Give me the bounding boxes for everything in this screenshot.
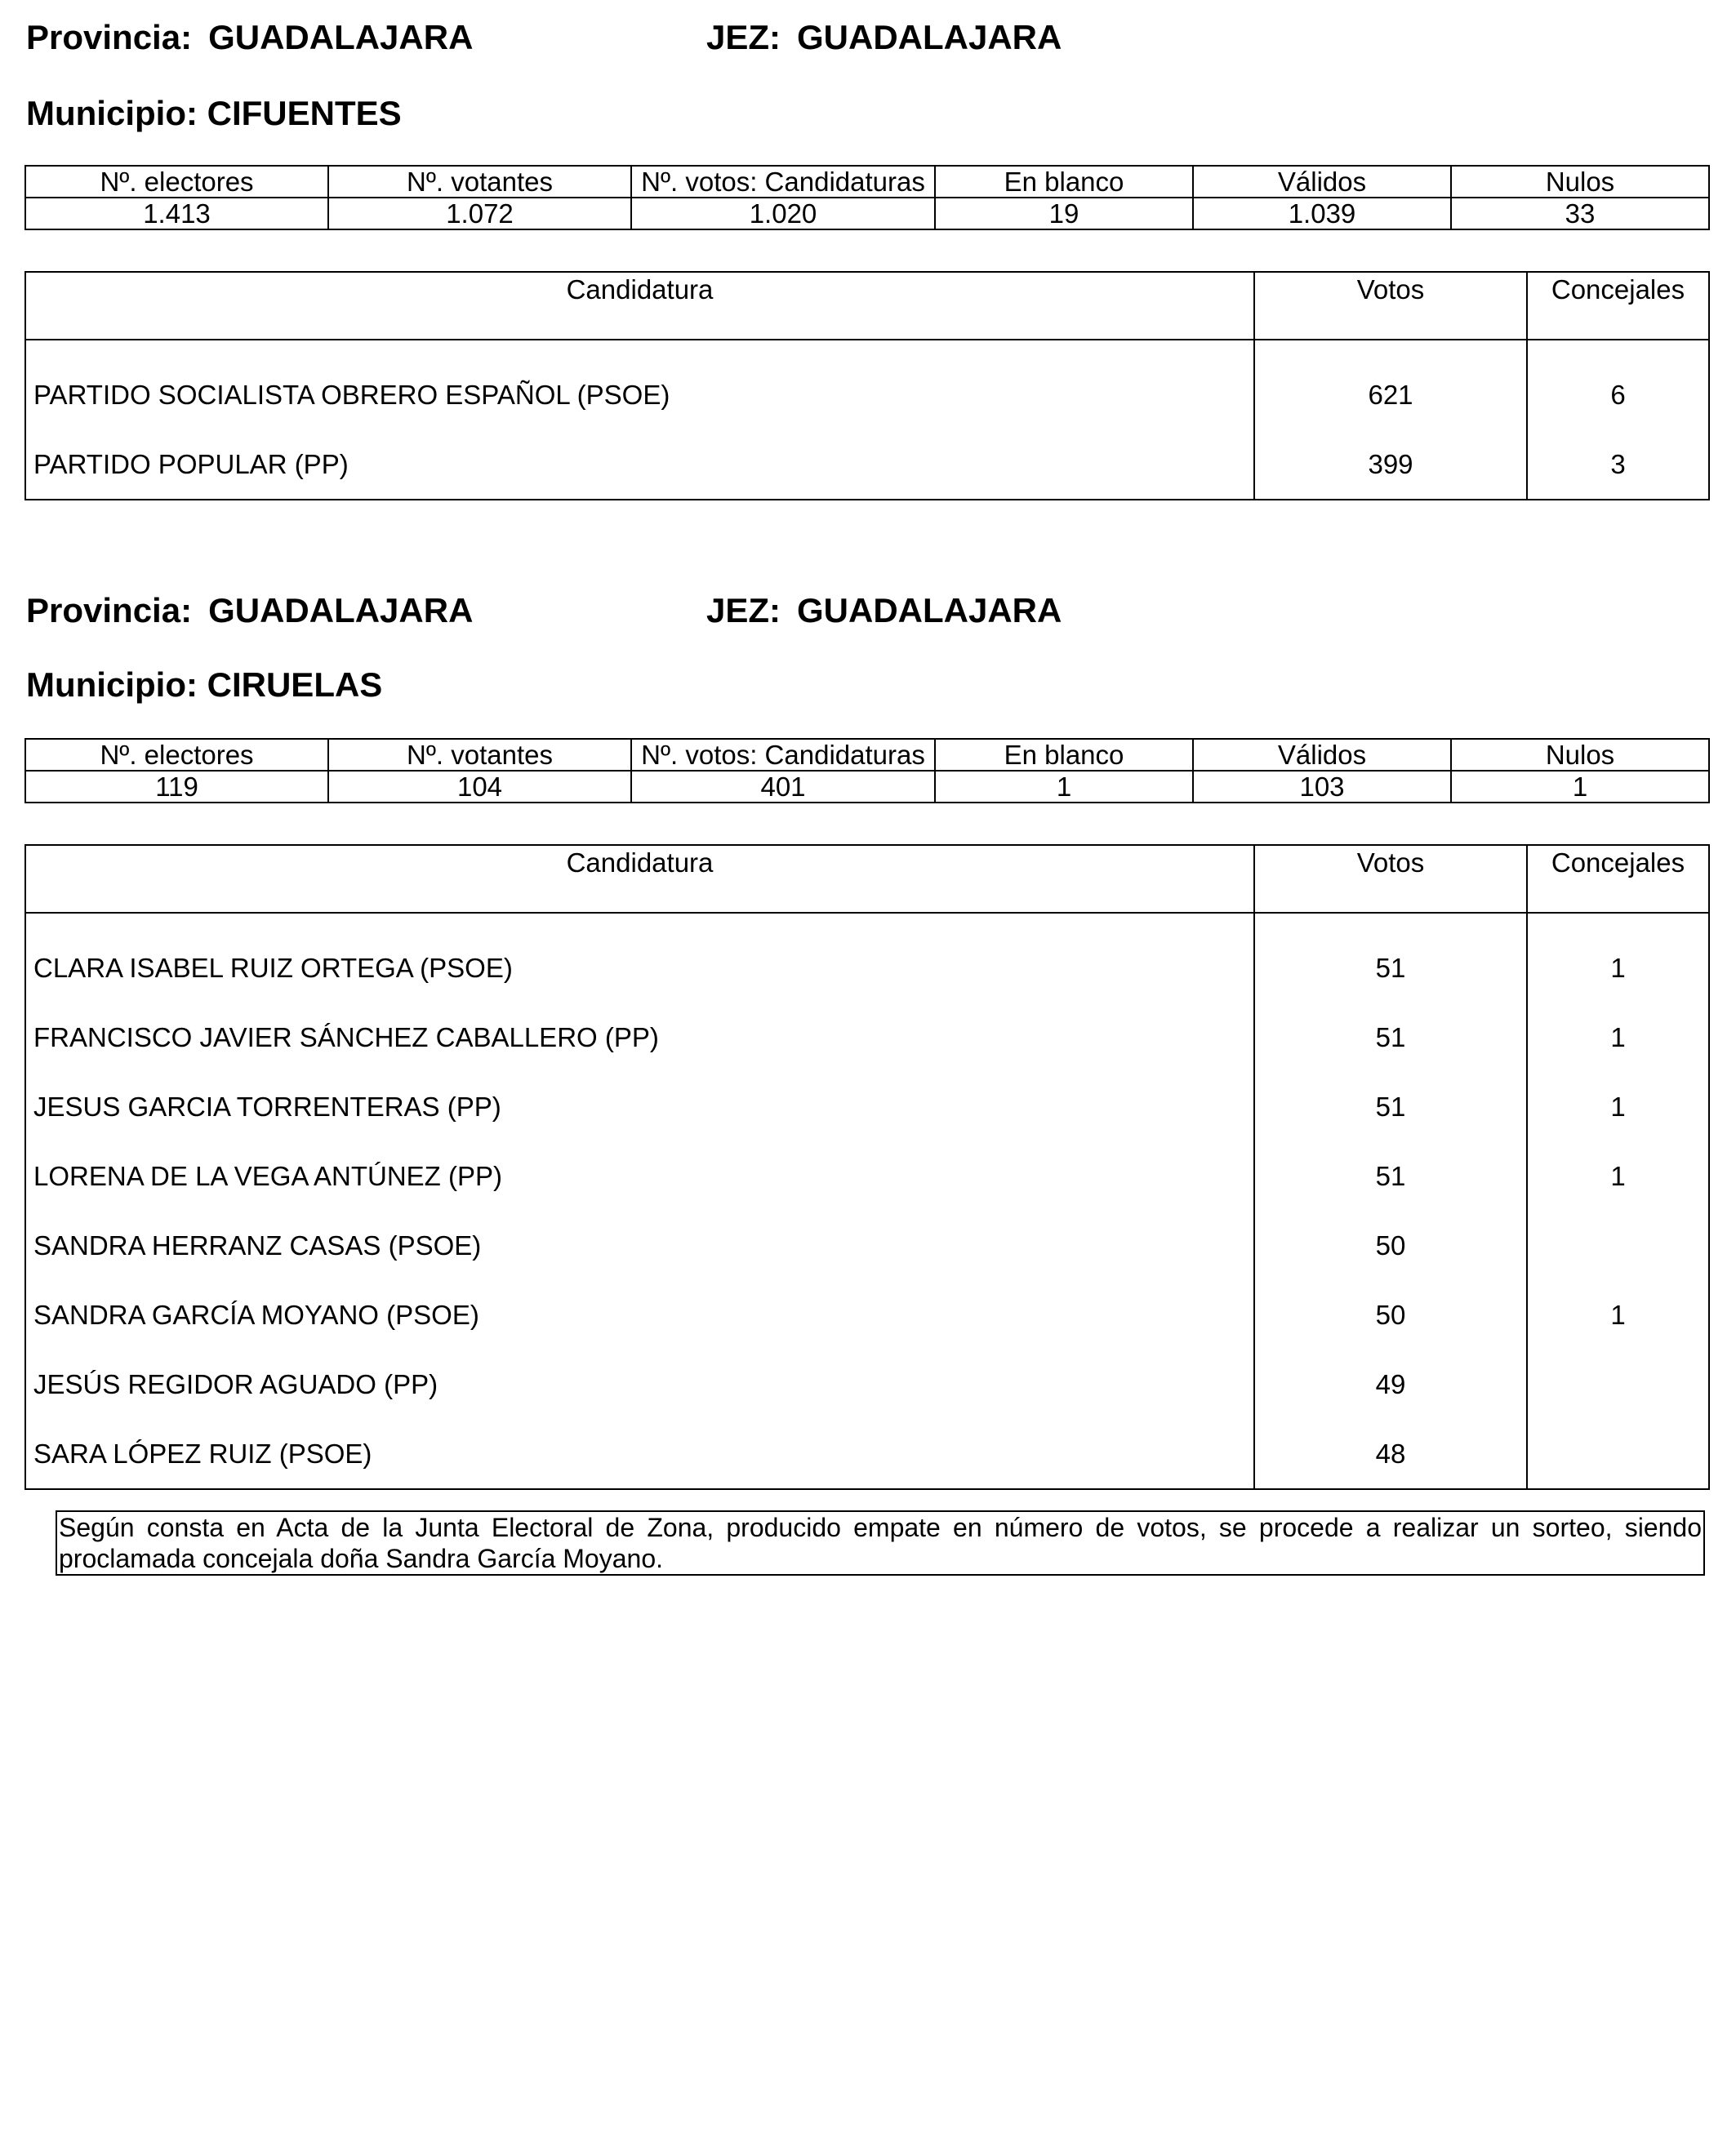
jez-heading [706, 18, 1062, 57]
stats-value-en-blanco: 19 [935, 198, 1193, 229]
candidate-votos: 399 [1254, 429, 1527, 500]
stats-header-en-blanco: En blanco [935, 166, 1193, 198]
stats-value-validos: 103 [1193, 771, 1451, 803]
candidate-name: LORENA DE LA VEGA ANTÚNEZ (PP) [25, 1141, 1254, 1211]
stats-table [24, 165, 1710, 230]
stats-header-votantes: Nº. votantes [328, 166, 631, 198]
table-row [25, 1350, 1709, 1419]
jez-label: JEZ: [706, 591, 781, 629]
candidate-concejales: 6 [1527, 340, 1709, 429]
stats-header-validos: Válidos [1193, 739, 1451, 771]
stats-header-row [25, 166, 1709, 198]
stats-header-nulos: Nulos [1451, 166, 1709, 198]
candidate-name: SANDRA GARCÍA MOYANO (PSOE) [25, 1280, 1254, 1350]
table-row [25, 340, 1709, 429]
table-row [25, 913, 1709, 1003]
candidate-name: SANDRA HERRANZ CASAS (PSOE) [25, 1211, 1254, 1280]
stats-value-votos-candidaturas: 1.020 [631, 198, 935, 229]
municipio-label: Municipio: [26, 665, 198, 704]
candidate-concejales: 1 [1527, 1280, 1709, 1350]
stats-value-electores: 1.413 [25, 198, 328, 229]
stats-header-electores: Nº. electores [25, 166, 328, 198]
jez-value: GUADALAJARA [797, 591, 1062, 629]
municipio-label: Municipio: [26, 94, 198, 132]
jez-heading [706, 591, 1062, 630]
table-row [25, 1072, 1709, 1141]
candidate-concejales [1527, 1211, 1709, 1280]
candidate-name: PARTIDO SOCIALISTA OBRERO ESPAÑOL (PSOE) [25, 340, 1254, 429]
provincia-value: GUADALAJARA [208, 18, 474, 56]
candidate-votos: 51 [1254, 1072, 1527, 1141]
tie-break-note: Según consta en Acta de la Junta Electoral de Zona, producido empate en número de votos, se procede a realizar un sorteo, siendo proclamada concejala doña Sandra García Moyano. [56, 1510, 1705, 1576]
stats-header-validos: Válidos [1193, 166, 1451, 198]
municipio-value: CIRUELAS [207, 665, 383, 704]
jez-label: JEZ: [706, 18, 781, 56]
candidate-name: JESUS GARCIA TORRENTERAS (PP) [25, 1072, 1254, 1141]
candidates-header-row [25, 272, 1709, 340]
stats-header-votantes: Nº. votantes [328, 739, 631, 771]
candidate-concejales: 1 [1527, 1141, 1709, 1211]
stats-header-votos-candidaturas: Nº. votos: Candidaturas [631, 166, 935, 198]
candidates-table [24, 844, 1710, 1490]
candidate-name: JESÚS REGIDOR AGUADO (PP) [25, 1350, 1254, 1419]
stats-value-row [25, 771, 1709, 803]
candidatura-header: Candidatura [25, 845, 1254, 913]
candidate-votos: 51 [1254, 1003, 1527, 1072]
concejales-header: Concejales [1527, 845, 1709, 913]
table-row [25, 429, 1709, 500]
table-row [25, 1003, 1709, 1072]
stats-header-electores: Nº. electores [25, 739, 328, 771]
stats-value-votantes: 1.072 [328, 198, 631, 229]
candidate-votos: 621 [1254, 340, 1527, 429]
provincia-label: Provincia: [26, 18, 193, 56]
candidate-votos: 51 [1254, 913, 1527, 1003]
candidate-concejales: 3 [1527, 429, 1709, 500]
stats-value-nulos: 33 [1451, 198, 1709, 229]
municipio-heading [26, 94, 402, 133]
stats-value-en-blanco: 1 [935, 771, 1193, 803]
candidate-concejales [1527, 1350, 1709, 1419]
candidate-concejales [1527, 1419, 1709, 1489]
table-row [25, 1280, 1709, 1350]
stats-value-votantes: 104 [328, 771, 631, 803]
stats-value-nulos: 1 [1451, 771, 1709, 803]
votos-header: Votos [1254, 845, 1527, 913]
stats-header-en-blanco: En blanco [935, 739, 1193, 771]
candidates-table [24, 271, 1710, 500]
candidate-name: PARTIDO POPULAR (PP) [25, 429, 1254, 500]
municipio-heading [26, 665, 382, 705]
candidate-votos: 48 [1254, 1419, 1527, 1489]
stats-value-row [25, 198, 1709, 229]
municipio-value: CIFUENTES [207, 94, 402, 132]
stats-header-row [25, 739, 1709, 771]
stats-header-nulos: Nulos [1451, 739, 1709, 771]
table-row [25, 1419, 1709, 1489]
provincia-heading [26, 18, 473, 57]
candidates-header-row [25, 845, 1709, 913]
stats-value-electores: 119 [25, 771, 328, 803]
stats-value-validos: 1.039 [1193, 198, 1451, 229]
provincia-label: Provincia: [26, 591, 193, 629]
candidate-concejales: 1 [1527, 1072, 1709, 1141]
candidate-name: CLARA ISABEL RUIZ ORTEGA (PSOE) [25, 913, 1254, 1003]
candidate-votos: 51 [1254, 1141, 1527, 1211]
provincia-heading [26, 591, 473, 630]
candidatura-header: Candidatura [25, 272, 1254, 340]
stats-value-votos-candidaturas: 401 [631, 771, 935, 803]
candidate-votos: 49 [1254, 1350, 1527, 1419]
candidate-concejales: 1 [1527, 913, 1709, 1003]
stats-table [24, 738, 1710, 803]
candidate-name: SARA LÓPEZ RUIZ (PSOE) [25, 1419, 1254, 1489]
table-row [25, 1141, 1709, 1211]
candidate-votos: 50 [1254, 1211, 1527, 1280]
candidate-votos: 50 [1254, 1280, 1527, 1350]
table-row [25, 1211, 1709, 1280]
votos-header: Votos [1254, 272, 1527, 340]
concejales-header: Concejales [1527, 272, 1709, 340]
jez-value: GUADALAJARA [797, 18, 1062, 56]
provincia-value: GUADALAJARA [208, 591, 474, 629]
stats-header-votos-candidaturas: Nº. votos: Candidaturas [631, 739, 935, 771]
candidate-name: FRANCISCO JAVIER SÁNCHEZ CABALLERO (PP) [25, 1003, 1254, 1072]
candidate-concejales: 1 [1527, 1003, 1709, 1072]
